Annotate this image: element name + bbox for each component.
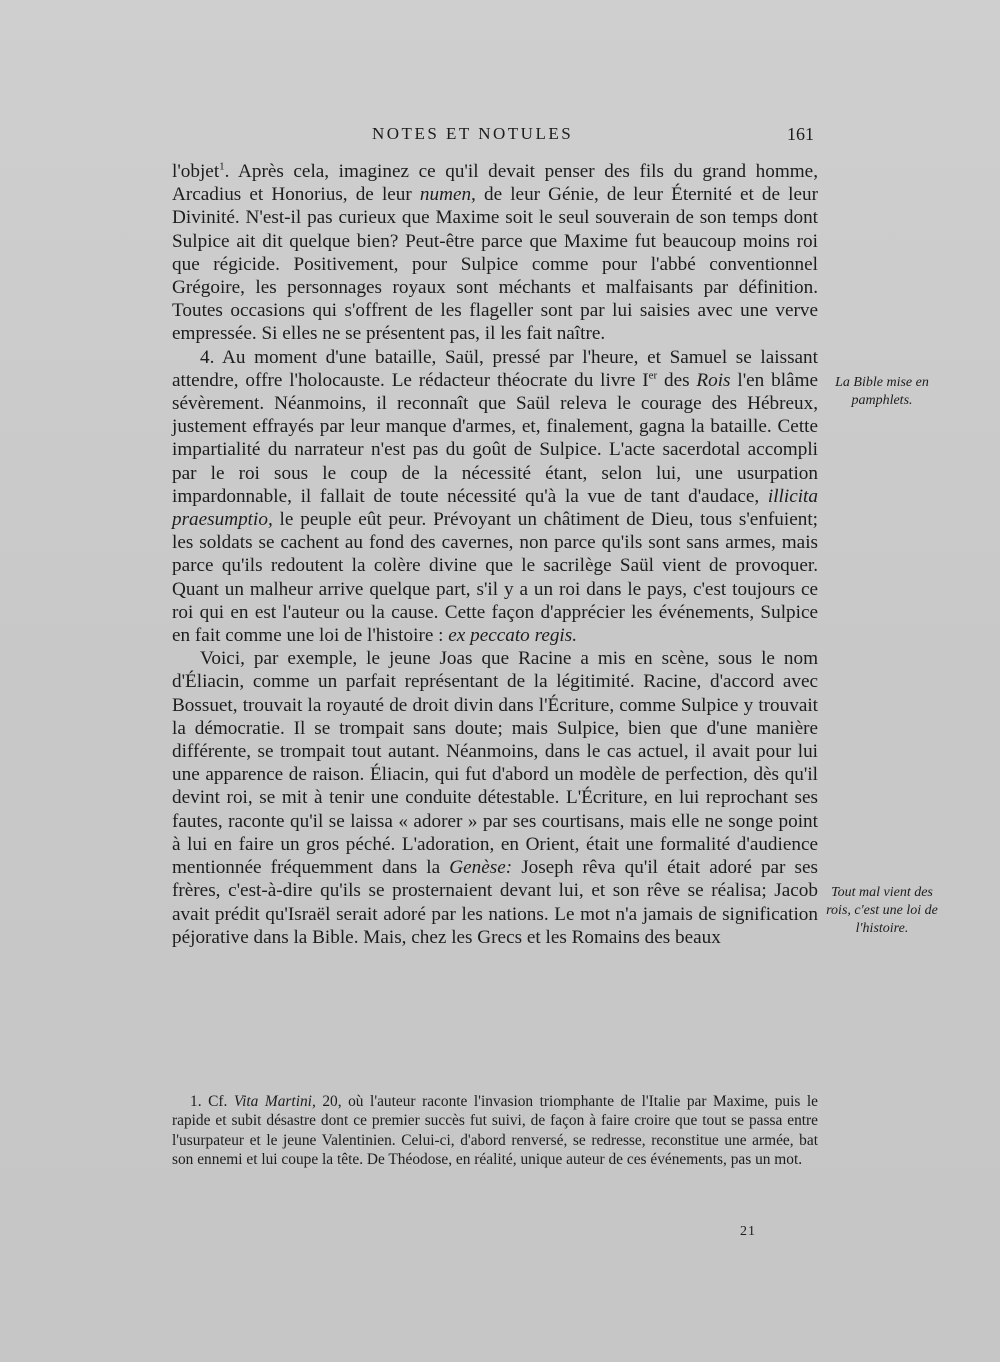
text-run: Voici, par exemple, le jeune Joas que Racine a mis en scène, sous le nom d'Éliacin, comme un parfait représentant de la légitimité. Racine, d'accord avec Bossuet, trouvait la royauté de droit divin dans l'Écriture, comme Sulpice y trouvait la démocratie. Il se trompait sans doute; mais Sulpice, bien que d'une manière différente, se trompait tout autant. Néanmoins, dans le cas actuel, il avait pour lui une apparence de raison. Éliacin, qui fut d'abord un modèle de perfection, dès qu'il devint roi, se mit à tenir une conduite détestable. L'Écriture, en lui reprochant ses fautes, raconte qu'il se laissa « adorer » par ses courtisans, mais elle ne songe point à lui en faire un gros péché. L'adoration, en Orient, était une formalité d'audience mentionnée fréquemment dans la <box>172 648 818 879</box>
paragraph-3 <box>172 647 818 949</box>
footnote-1 <box>172 1092 818 1170</box>
italic-text: Rois <box>696 369 731 391</box>
running-head <box>172 124 820 150</box>
italic-text: Genèse: <box>449 857 513 879</box>
text-run: 1. Cf. <box>190 1093 234 1110</box>
margin-note-1: La Bible mise en pamphlets. <box>835 375 929 408</box>
italic-text: numen, <box>419 184 476 206</box>
text-run: des <box>657 369 697 391</box>
text-run: 20, où l'auteur raconte l'invasion triomphante de l'Italie par Maxime, puis le rapide et subit désastre dont ce premier succès fut suivi, de façon à faire croire que tout se passa entre l'usurpateur et le jeune Valentinien. Celui-ci, d'abord renversé, se redresse, reconstitue une armée, bat son ennemi et lui coupe la tête. De Théodose, en réalité, unique auteur de ces événements, pas un mot. <box>172 1093 818 1169</box>
text-run: de leur Génie, de leur Éternité et de leur Divinité. N'est-il pas curieux que Maxime soit le seul souverain de son temps dont Sulpice ait dit quelque bien? Peut-être parce que Maxime fut beaucoup moins roi que régicide. Positivement, pour Sulpice comme pour l'abbé conventionnel Grégoire, les personnages royaux sont méchants et malfaisants par définition. Toutes occasions qui s'offrent de les flageller sont par lui saisies avec une verve empressée. Si elles ne se présentent pas, il les fait naître. <box>172 184 818 345</box>
paragraph-2 <box>172 346 818 648</box>
text-run: 4. Au moment d'une bataille, Saül, pressé par l'heure, et Samuel se laissant attendre, offre l'holocauste. Le rédacteur théocrate du livre I <box>172 346 818 391</box>
text-run: Joseph rêva qu'il était adoré par ses frères, c'est-à-dire qu'ils se prosternaient devant lui, et son rêve se réalisa; Jacob avait prédit qu'Israël serait adoré par les nations. Le mot n'a jamais de signification péjorative dans la Bible. Mais, chez les Grecs et les Romains des beaux <box>172 857 818 948</box>
running-title: NOTES ET NOTULES <box>372 124 574 143</box>
body-text <box>172 160 818 949</box>
italic-text: illicita praesumptio, <box>172 485 818 531</box>
signature-mark: 21 <box>740 1224 756 1239</box>
footnote-ref: 1 <box>219 160 225 173</box>
italic-text: Vita Martini, <box>233 1093 316 1110</box>
footnotes <box>172 1092 818 1170</box>
paragraph-1 <box>172 160 818 346</box>
text-run: l'en blâme sévèrement. Néanmoins, il reconnaît que Saül releva le courage des Hébreux, justement effrayés par leur manque d'armes, et, finalement, gagna la bataille. Cette impartialité du narrateur n'est pas du goût de Sulpice. L'acte sacerdotal accompli par le roi sous le coup de la nécessité étant, selon lui, une usurpation impardonnable, il fallait de toute nécessité qu'à la vue de tant d'audace, <box>172 369 819 507</box>
superscript: er <box>648 369 658 382</box>
text-run: . Après cela, imaginez ce qu'il devait penser des fils du grand homme, Arcadius et Honorius, de leur <box>172 161 818 206</box>
margin-note-2: Tout mal vient des rois, c'est une loi de l'histoire. <box>826 885 938 936</box>
page-number: 161 <box>787 124 814 144</box>
text-run: le peuple eût peur. Prévoyant un châtiment de Dieu, tous s'enfuient; les soldats se cachent au fond des cavernes, non parce qu'ils sont sans armes, mais parce qu'ils redoutent la colère divine que le sacrilège Saül vient de provoquer. Quant un malheur arrive quelque part, s'il y a un roi dans le pays, c'est toujours ce roi qui en est l'auteur ou la cause. Cette façon d'apprécier les événements, Sulpice en fait comme une loi de l'histoire : <box>172 509 818 647</box>
text-run: l'objet <box>172 161 220 182</box>
italic-text: ex peccato regis. <box>448 625 578 647</box>
